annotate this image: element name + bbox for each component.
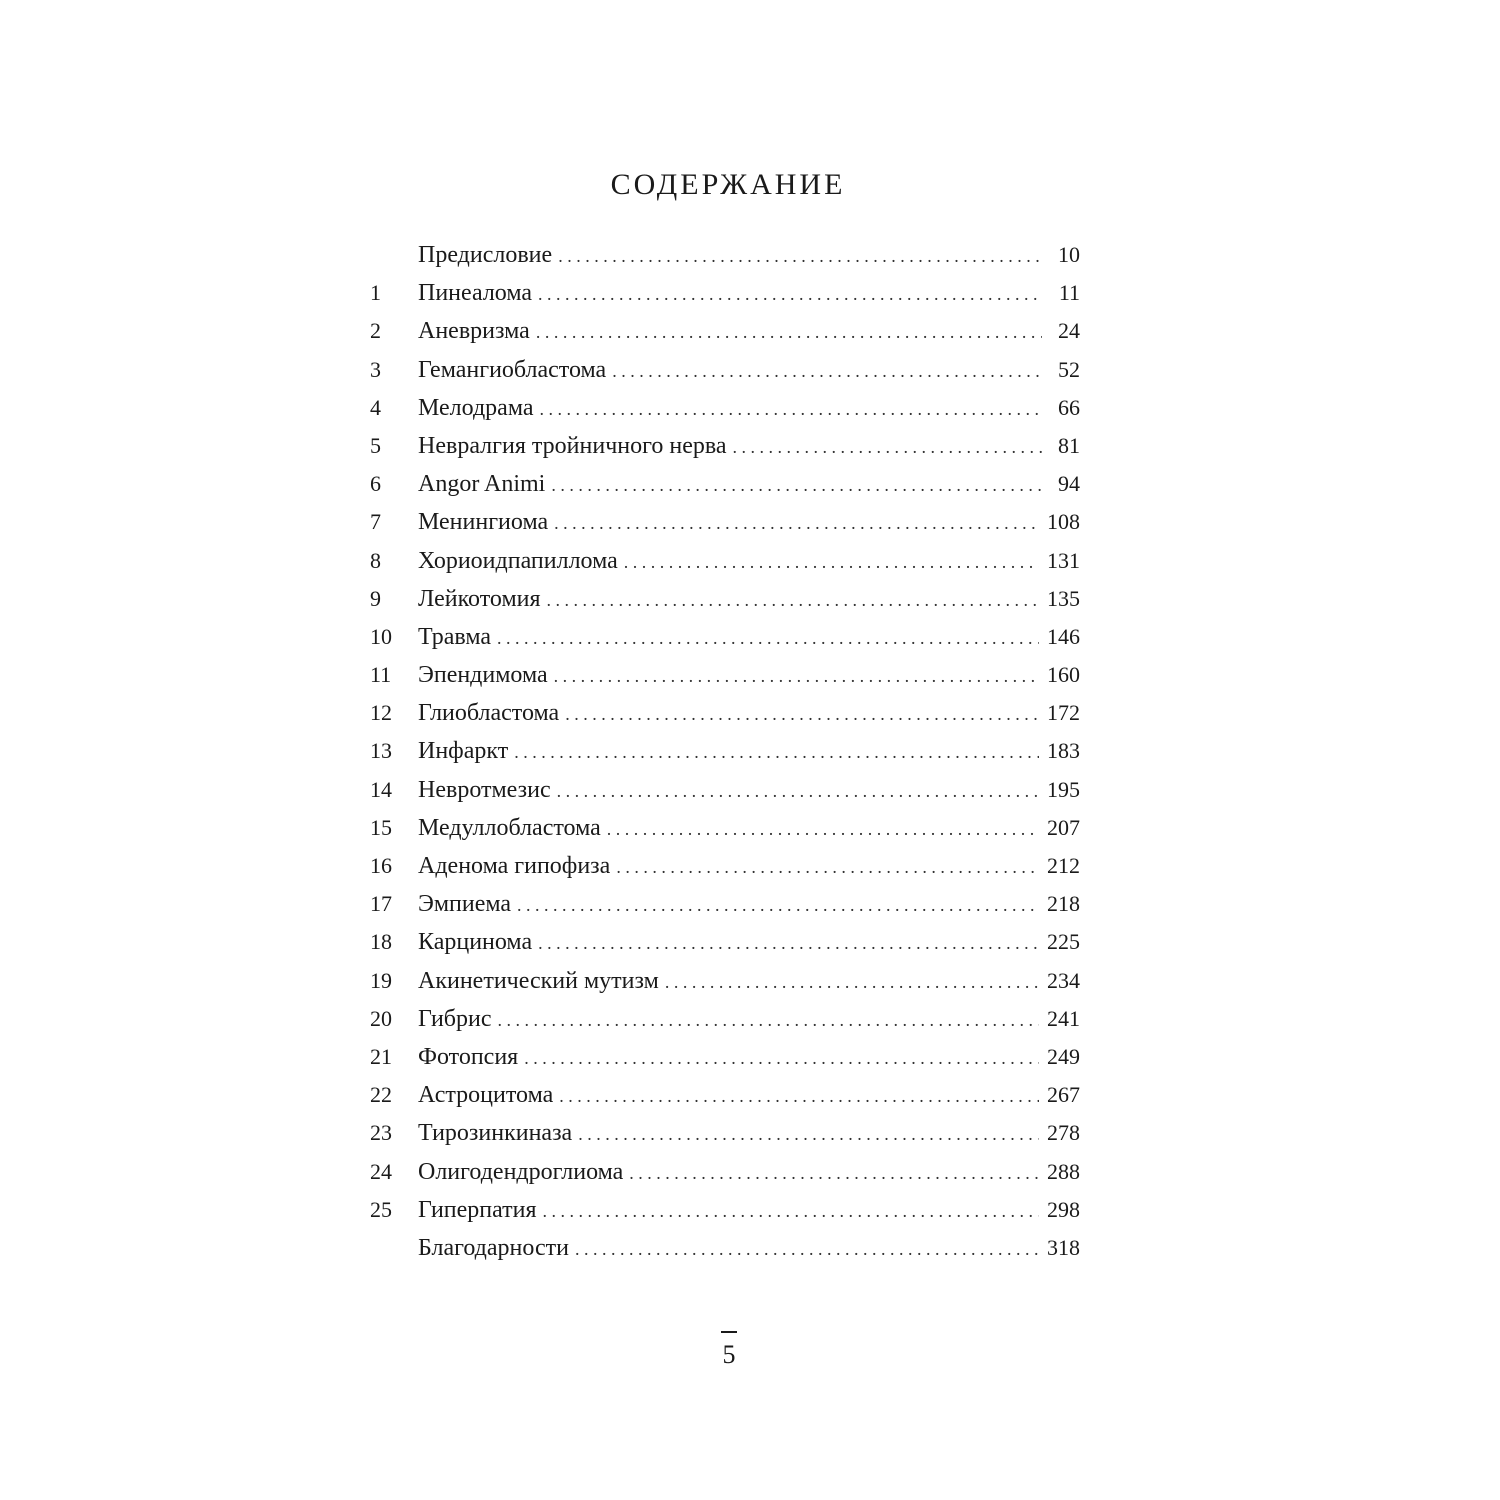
toc-row xyxy=(360,1006,1080,1044)
chapter-title: Гибрис xyxy=(418,1005,492,1032)
chapter-number: 1 xyxy=(370,280,381,306)
chapter-number: 17 xyxy=(370,891,392,917)
chapter-number: 10 xyxy=(370,623,392,649)
chapter-title: Пинеалома xyxy=(418,280,533,307)
page-number: 207 xyxy=(1047,814,1080,840)
page-title: СОДЕРЖАНИЕ xyxy=(610,168,846,201)
page-number: 298 xyxy=(1047,1196,1080,1222)
toc-row xyxy=(360,433,1080,471)
toc-row xyxy=(360,853,1080,891)
dot-leader xyxy=(554,666,1039,687)
chapter-title: Лейкотомия xyxy=(418,585,541,612)
toc-entry xyxy=(418,968,1039,995)
chapter-title: Инфаркт xyxy=(418,738,509,765)
dot-leader xyxy=(498,1010,1039,1031)
dot-leader xyxy=(575,1239,1039,1260)
chapter-number: 21 xyxy=(370,1043,392,1069)
page-number: 81 xyxy=(1058,432,1080,458)
toc-row xyxy=(360,395,1080,433)
toc-entry xyxy=(418,929,1039,956)
chapter-number: 25 xyxy=(370,1196,392,1222)
toc-row xyxy=(360,662,1080,700)
toc-row xyxy=(360,738,1080,776)
page-number: 108 xyxy=(1047,509,1080,535)
dot-leader xyxy=(607,819,1039,840)
toc-entry xyxy=(418,357,1042,384)
toc-row xyxy=(360,968,1080,1006)
chapter-title: Акинетический мутизм xyxy=(418,967,659,994)
toc-row xyxy=(360,624,1080,662)
dot-leader xyxy=(559,1086,1039,1107)
page-number: 212 xyxy=(1047,853,1080,878)
dot-leader xyxy=(517,895,1039,916)
chapter-title: Гемангиобластома xyxy=(418,356,607,383)
dot-leader xyxy=(612,361,1042,382)
chapter-title: Мелодрама xyxy=(418,394,534,421)
toc-row xyxy=(360,815,1080,853)
dot-leader xyxy=(733,437,1042,458)
page-number: 318 xyxy=(1047,1234,1080,1260)
page-number: 160 xyxy=(1047,662,1080,688)
toc-row xyxy=(360,357,1080,395)
page-number: 24 xyxy=(1058,318,1080,344)
chapter-title: Менингиома xyxy=(418,509,549,536)
toc-entry xyxy=(418,1082,1039,1109)
page-number: 146 xyxy=(1047,623,1080,649)
dot-leader xyxy=(565,704,1039,725)
chapter-title: Невралгия тройничного нерва xyxy=(418,432,727,459)
toc-row xyxy=(360,1159,1080,1197)
toc-entry xyxy=(418,318,1042,345)
chapter-title: Благодарности xyxy=(418,1234,569,1261)
page-number: 234 xyxy=(1047,967,1080,993)
chapter-title: Предисловие xyxy=(418,242,553,268)
chapter-title: Angor Animi xyxy=(418,471,546,498)
page-number: 11 xyxy=(1058,280,1080,306)
dot-leader xyxy=(551,475,1042,496)
page-number: 225 xyxy=(1047,929,1080,955)
page-number: 249 xyxy=(1047,1043,1080,1069)
chapter-title: Глиобластома xyxy=(418,700,560,727)
toc-entry xyxy=(418,1006,1039,1033)
chapter-number: 19 xyxy=(370,967,392,993)
toc-entry xyxy=(418,242,1042,269)
folio-rule xyxy=(721,1331,737,1333)
page-number: 183 xyxy=(1047,738,1080,764)
chapter-number: 6 xyxy=(370,471,381,497)
toc-row xyxy=(360,548,1080,586)
chapter-number: 4 xyxy=(370,394,381,420)
toc-entry xyxy=(418,738,1039,765)
toc-row xyxy=(360,777,1080,815)
toc-row xyxy=(360,280,1080,318)
chapter-title: Эмпиема xyxy=(418,891,512,918)
dot-leader xyxy=(616,857,1039,878)
toc-row xyxy=(360,891,1080,929)
toc-row xyxy=(360,1120,1080,1158)
toc-entry xyxy=(418,395,1042,422)
chapter-title: Олигодендроглиома xyxy=(418,1158,624,1185)
toc-entry xyxy=(418,280,1042,307)
toc-entry xyxy=(418,624,1039,651)
toc-entry xyxy=(418,586,1039,613)
page-number: 288 xyxy=(1047,1158,1080,1184)
toc-entry xyxy=(418,700,1039,727)
page-number: 241 xyxy=(1047,1005,1080,1031)
toc-entry xyxy=(418,662,1039,689)
chapter-number: 14 xyxy=(370,776,392,802)
dot-leader xyxy=(629,1163,1039,1184)
page-number: 172 xyxy=(1047,700,1080,726)
folio-page-number: 5 xyxy=(722,1340,736,1369)
chapter-number: 13 xyxy=(370,738,392,764)
toc-entry xyxy=(418,1044,1039,1071)
toc-entry xyxy=(418,777,1039,804)
toc-row xyxy=(360,1235,1080,1273)
chapter-number: 22 xyxy=(370,1082,392,1108)
page-number: 52 xyxy=(1058,356,1080,382)
chapter-number: 18 xyxy=(370,929,392,955)
toc-row xyxy=(360,471,1080,509)
dot-leader xyxy=(538,284,1042,305)
chapter-title: Невротмезис xyxy=(418,776,551,803)
toc-entry xyxy=(418,509,1039,536)
dot-leader xyxy=(536,322,1042,343)
toc-entry xyxy=(418,891,1039,918)
dot-leader xyxy=(554,513,1039,534)
toc-entry xyxy=(418,1235,1039,1262)
page-number: 131 xyxy=(1047,547,1080,573)
dot-leader xyxy=(514,742,1039,763)
toc-row xyxy=(360,586,1080,624)
chapter-number: 20 xyxy=(370,1005,392,1031)
chapter-title: Карцинома xyxy=(418,929,533,956)
page-number: 218 xyxy=(1047,891,1080,917)
page-number: 94 xyxy=(1058,471,1080,497)
dot-leader xyxy=(578,1124,1039,1145)
chapter-title: Тирозинкиназа xyxy=(418,1120,573,1147)
chapter-title: Аденома гипофиза xyxy=(418,853,611,879)
chapter-number: 16 xyxy=(370,853,392,878)
page-number: 267 xyxy=(1047,1082,1080,1108)
chapter-title: Аневризма xyxy=(418,318,530,345)
toc-entry xyxy=(418,433,1042,460)
chapter-number: 24 xyxy=(370,1158,392,1184)
chapter-title: Медуллобластома xyxy=(418,814,601,841)
chapter-title: Гиперпатия xyxy=(418,1196,537,1223)
dot-leader xyxy=(497,628,1039,649)
chapter-number: 7 xyxy=(370,509,381,535)
dot-leader xyxy=(524,1048,1039,1069)
chapter-number: 23 xyxy=(370,1120,392,1146)
toc-row xyxy=(360,700,1080,738)
toc-entry xyxy=(418,548,1039,575)
toc-entry xyxy=(418,853,1039,880)
toc-row xyxy=(360,1082,1080,1120)
dot-leader xyxy=(540,399,1043,420)
chapter-title: Фотопсия xyxy=(418,1043,519,1070)
page-number: 195 xyxy=(1047,776,1080,802)
page-number: 278 xyxy=(1047,1120,1080,1146)
chapter-title: Травма xyxy=(418,623,491,650)
dot-leader xyxy=(547,590,1039,611)
toc-entry xyxy=(418,815,1039,842)
toc-entry xyxy=(418,471,1042,498)
dot-leader xyxy=(624,552,1039,573)
toc-row xyxy=(360,242,1080,280)
chapter-title: Эпендимома xyxy=(418,662,548,689)
chapter-title: Хориоидпапиллома xyxy=(418,547,618,574)
toc-row xyxy=(360,1044,1080,1082)
dot-leader xyxy=(558,246,1042,267)
toc-row xyxy=(360,509,1080,547)
chapter-number: 11 xyxy=(370,662,392,688)
page-number: 66 xyxy=(1058,394,1080,420)
toc-entry xyxy=(418,1159,1039,1186)
chapter-number: 12 xyxy=(370,700,392,726)
dot-leader xyxy=(557,781,1039,802)
toc-entry xyxy=(418,1120,1039,1147)
chapter-number: 5 xyxy=(370,432,381,458)
dot-leader xyxy=(665,972,1039,993)
toc-row xyxy=(360,929,1080,967)
toc-row xyxy=(360,318,1080,356)
toc-entry xyxy=(418,1197,1039,1224)
chapter-number: 3 xyxy=(370,356,381,382)
dot-leader xyxy=(538,933,1039,954)
page-number: 135 xyxy=(1047,585,1080,611)
chapter-number: 9 xyxy=(370,585,381,611)
chapter-title: Астроцитома xyxy=(418,1082,554,1109)
chapter-number: 15 xyxy=(370,814,392,840)
chapter-number: 2 xyxy=(370,318,381,344)
dot-leader xyxy=(543,1201,1039,1222)
page-number: 10 xyxy=(1058,242,1080,267)
chapter-number: 8 xyxy=(370,547,381,573)
toc-row xyxy=(360,1197,1080,1235)
table-of-contents xyxy=(360,242,1080,1273)
